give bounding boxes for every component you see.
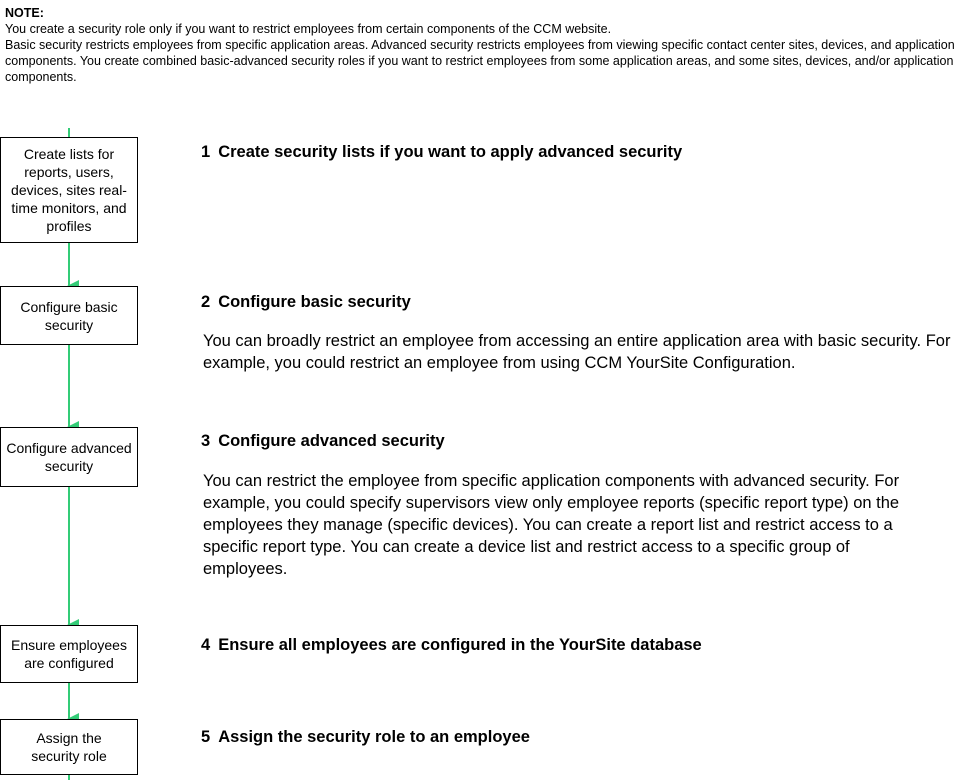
note-title: NOTE: [5,6,44,20]
step-4-heading [201,636,702,655]
flow-box-assign-role: Assign the security role [0,719,138,775]
flow-box-create-lists: Create lists for reports, users, devices, sites real-time monitors, and profiles [0,137,138,243]
step-4-title: Ensure all employees are configured in the YourSite database [218,636,702,654]
note-line-1: You create a security role only if you want to restrict employees from certain components of the CCM website. [5,22,612,36]
note-line-2: Basic security restricts employees from specific application areas. Advanced security restricts employees from viewing specific contact center sites, devices, and application components. You create combined basic-advanced security roles if you want to restrict employees from some application areas, and some sites, devices, and/or application components. [5,38,955,84]
step-5-title: Assign the security role to an employee [218,728,530,746]
step-3-heading [201,432,445,451]
step-1-title: Create security lists if you want to apply advanced security [218,143,683,161]
step-3-title: Configure advanced security [218,432,445,450]
flow-box-basic-security: Configure basic security [0,286,138,345]
flow-box-ensure-employees: Ensure employees are configured [0,625,138,683]
step-4-number: 4 [201,636,211,654]
step-2-number: 2 [201,293,211,311]
step-1-number: 1 [201,143,211,161]
flow-box-advanced-security: Configure advanced security [0,427,138,487]
step-2-heading [201,293,411,312]
step-3-description: You can restrict the employee from specific application components with advanced security. For example, you could specify supervisors view only employee reports (specific report type) on the employees they manage (specific devices). You can create a report list and restrict access to a specific report type. You can create a device list and restrict access to a specific group of employees. [203,472,900,578]
step-2-title: Configure basic security [218,293,411,311]
step-3-number: 3 [201,432,211,450]
step-5-heading [201,728,530,747]
step-1-heading [201,143,682,162]
step-2-description: You can broadly restrict an employee from accessing an entire application area with basic security. For example, you could restrict an employee from using CCM YourSite Configuration. [203,332,951,372]
step-5-number: 5 [201,728,211,746]
